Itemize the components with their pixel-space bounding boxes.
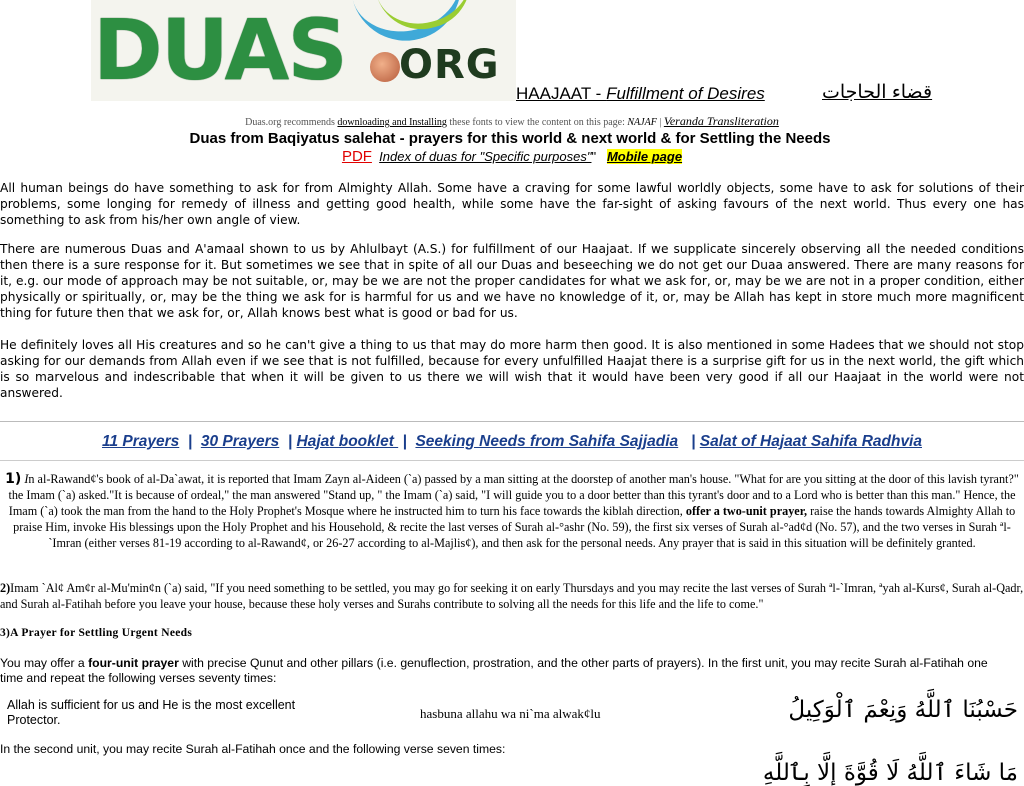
nav-hajat-booklet[interactable]: Hajat booklet [296,433,399,450]
divider [0,421,1024,422]
logo-wordmark: DUAS [93,1,346,99]
intro-paragraph-3: He definitely loves all His creatures and so he can't give a thing to us that may do more harm then good. It is also mentioned in some Hadees that we should not stop asking for our demands from Allah even if we see that is not fulfilled, because for every unfulfilled Haajat there is a surprise gift for us in the next world, the gift which is so marvelous and indescribable that when it will be given to us there we will wish that it would have been very good if all our Haajaat in the world were not answered. [0,338,1024,400]
verse-arabic: حَسْبُنَا ٱللَّهُ وَنِعْمَ ٱلْوَكِيلُ [788,697,1018,723]
item-3-heading: 3)A Prayer for Settling Urgent Needs [0,627,193,639]
site-logo[interactable] [91,0,516,101]
second-unit-text: In the second unit, you may recite Surah al-Fatihah once and the following verse seven times: [0,742,506,756]
verse-translation: Allah is sufficient for us and He is the most excellent Protector. [7,698,296,727]
divider-2 [0,460,1024,461]
nav-sahifa-sajjadia[interactable]: Seeking Needs from Sahifa Sajjadia [415,433,679,450]
font-download-link[interactable]: downloading and Installing [337,117,447,128]
page-title: HAAJAAT - Fulfillment of Desires [516,84,765,103]
logo-suffix: ORG [399,42,500,88]
verse2-arabic: مَا شَاءَ ٱللَّهُ لَا قُوَّةَ إِلَّا بِٱللَّهِ [762,760,1018,786]
top-links: PDF Index of duas for "Specific purposes"" Mobile page [341,148,683,165]
page-header [91,0,1024,104]
font-name: NAJAF [627,117,657,128]
mobile-page-link[interactable]: Mobile page [606,149,683,164]
index-link[interactable]: Index of duas for "Specific purposes" [379,149,592,164]
pdf-link[interactable]: PDF [341,148,372,165]
page-title-arabic: قضاء الحاجات [822,82,933,103]
nav-30-prayers[interactable]: 30 Prayers [200,433,280,450]
transliteration-font-link[interactable]: Veranda Transliteration [663,114,779,128]
item-1-number: 1) [5,471,22,487]
intro-paragraph-1: All human beings do have something to ask for from Almighty Allah. Some have a craving for some lawful worldly objects, some have to ask for solutions of their problems, some longing for remedy of illness and getting good health, while some have the far-sight of asking favours of the next world. Thus every one has something to ask from his/her own angle of view. [0,181,1024,227]
item-3-text: You may offer a four-unit prayer with precise Qunut and other pillars (i.e. genuflection, prostration, and the other parts of prayers). In the first unit, you may recite Surah al-Fatihah one time and repeat the following verses seventy times: [0,656,988,685]
prayer-nav: 11 Prayers | 30 Prayers | Hajat booklet | Seeking Needs from Sahifa Sajjadia | Salat of Hajaat Sahifa Radhvia [101,433,922,450]
intro-paragraph-2: There are numerous Duas and A'amaal shown to us by Ahlulbayt (A.S.) for fulfillment of our Haajaat. If we supplicate sincerely observing all the needed conditions then there is a sure response for it. But sometimes we see that in spite of all our Duas and beseeching we do not get our Duaa answered. There are many reasons for it, e.g. our mode of approach may be not suitable, or, may be we are not the proper candidates for what we ask for, or, may be we are not in a proper condition, either physically or spiritually, or, may be the thing we ask for is harmful for us and we have no knowledge of it, or, may be Allah has kept in store much more magnificent thing for future then that we ask for, or, Allah knows best what is good or bad for us. [0,242,1024,320]
item-1: 1) In al-Rawand¢'s book of al-Da`awat, it is reported that Imam Zayn al-Aideen (`a) passed by a man sitting at the doorstep of another man's house. "What for are you sitting at the door of this lavish tyrant?" the Imam (`a) asked."It is because of ordeal," the man answered "Stand up, " the Imam (`a) said, "I will guide you to a door better than this tyrant's door and to a Lord who is better than this man." Hence, the Imam (`a) took the man from the hand to the Holy Prophet's Mosque where he instructed him to turn his face towards the kiblah direction, offer a two-unit prayer, raise the hands towards Almighty Allah to praise Him, invoke His blessings upon the Holy Prophet and his Household, & recite the last verses of Surah al-°ashr (No. 59), the first six verses of Surah al-°ad¢d (No. 57), and the two verses in Surah ªl-`Imran (either verses 81-19 according to al-Rawand¢, or 26-27 according to al-Majlis¢), and then ask for the personal needs. Any prayer that is said in this situation will be definitely granted. [5,471,1019,550]
item-2: 2)Imam `Al¢ Am¢r al-Mu'min¢n (`a) said, "If you need something to be settled, you may go for seeking it on early Thursdays and you may recite the last verses of Surah ªl-`Imran, ªyah al-Kurs¢, Surah al-Qadr, and Surah al-Fatihah before you leave your house, because these holy verses and Surahs contribute to solving all the needs for this life and the life to come." [0,581,1024,611]
logo-seal-icon [370,52,400,82]
item-2-number: 2) [0,581,11,595]
verse-transliteration: hasbuna allahu wa ni`ma alwak¢lu [420,706,601,721]
font-notice: Duas.org recommends downloading and Installing these fonts to view the content on this page: NAJAF | Veranda Transliteration [245,114,779,128]
nav-sahifa-radhvia[interactable]: Salat of Hajaat Sahifa Radhvia [699,433,922,450]
nav-11-prayers[interactable]: 11 Prayers [101,433,180,450]
page-subtitle: Duas from Baqiyatus salehat - prayers for this world & next world & for Settling the Needs [189,130,831,147]
